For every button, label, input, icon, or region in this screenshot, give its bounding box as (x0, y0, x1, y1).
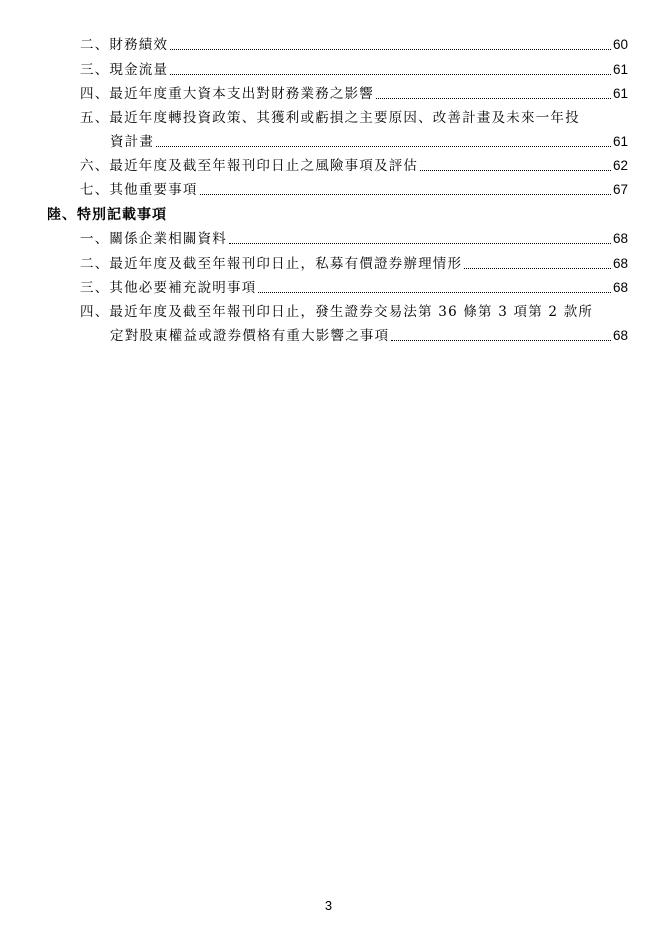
toc-entry-page: 61 (612, 62, 628, 77)
dot-leader (170, 49, 611, 50)
toc-entry[interactable] (80, 156, 628, 176)
toc-entry-page: 60 (612, 37, 628, 52)
toc-entry-page: 68 (612, 231, 628, 246)
toc-entry[interactable] (110, 132, 628, 152)
toc-entry[interactable] (80, 254, 628, 274)
toc-entry-page: 62 (612, 158, 628, 173)
page-number: 3 (324, 898, 333, 913)
toc-entry-page: 68 (612, 328, 628, 343)
toc-entry-page: 67 (612, 182, 628, 197)
toc-entry-label-line1[interactable]: 五、最近年度轉投資政策、其獲利或虧損之主要原因、改善計畫及未來一年投 (80, 110, 580, 126)
dot-leader (200, 194, 611, 195)
toc-entry-page: 68 (612, 280, 628, 295)
dot-leader (229, 243, 611, 244)
toc-entry-label: 一、關係企業相關資料 (80, 231, 227, 247)
toc-entry[interactable] (110, 326, 628, 346)
toc-entry[interactable] (80, 229, 628, 249)
toc-entry-label-line2: 資計畫 (110, 134, 155, 150)
dot-leader (170, 74, 611, 75)
toc-entry[interactable] (80, 180, 628, 200)
toc-entry-label-line1[interactable]: 四、最近年度及截至年報刊印日止，發生證券交易法第 36 條第 3 項第 2 款所 (80, 304, 594, 320)
toc-entry[interactable] (80, 60, 628, 80)
toc-entry[interactable] (80, 35, 628, 55)
toc-entry-label: 四、最近年度重大資本支出對財務業務之影響 (80, 86, 374, 102)
toc-entry-label: 七、其他重要事項 (80, 182, 198, 198)
toc-entry-label: 二、財務績效 (80, 37, 169, 53)
toc-entry-page: 61 (612, 86, 628, 101)
toc-entry-page: 68 (612, 256, 628, 271)
dot-leader (258, 292, 611, 293)
dot-leader (420, 170, 611, 171)
toc-entry-label: 二、最近年度及截至年報刊印日止，私募有價證券辦理情形 (80, 256, 463, 272)
section-heading[interactable]: 陸、特別記載事項 (47, 207, 167, 223)
dot-leader (376, 98, 611, 99)
dot-leader (156, 146, 611, 147)
dot-leader (391, 340, 611, 341)
dot-leader (464, 268, 611, 269)
toc-entry-label: 六、最近年度及截至年報刊印日止之風險事項及評估 (80, 158, 419, 174)
toc-entry-label: 三、現金流量 (80, 62, 169, 78)
toc-entry[interactable] (80, 278, 628, 298)
toc-entry-page: 61 (612, 134, 628, 149)
toc-entry-label: 三、其他必要補充說明事項 (80, 280, 257, 296)
toc-entry-label-line2: 定對股東權益或證券價格有重大影響之事項 (110, 328, 390, 344)
toc-entry[interactable] (80, 84, 628, 104)
